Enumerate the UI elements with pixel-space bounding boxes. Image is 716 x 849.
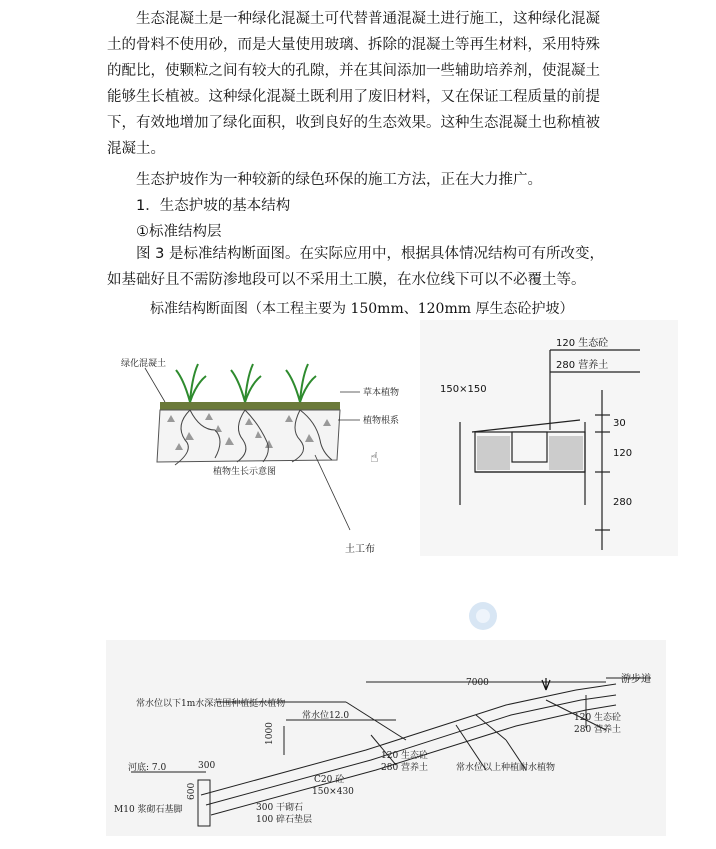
footing-label: M10 浆砌石基脚 xyxy=(114,805,183,815)
nutrient-soil-label: 280 营养土 xyxy=(556,360,609,371)
promotion-sentence: 生态护坡作为一种较新的绿色环保的施工方法，正在大力推广。 xyxy=(136,172,542,188)
eco-concrete-label: 120 生态砼 xyxy=(556,338,609,349)
geotextile-label: 土工布 xyxy=(345,544,375,555)
c20-label: C20 砼 xyxy=(314,775,345,785)
figure-caption: 标准结构断面图（本工程主要为 150mm、120mm 厚生态砼护坡） xyxy=(150,301,574,317)
dry-stone-label: 300 干砌石 xyxy=(256,803,304,813)
nutrient-soil-label: 280 营养土 xyxy=(381,763,429,773)
eco-concrete-label: 120 生态砼 xyxy=(381,751,429,761)
plant-growth-diagram xyxy=(105,350,415,560)
above-water-plants-label: 常水位以上种植耐水植物 xyxy=(456,763,556,773)
nutrient-soil-label-right: 280 营养土 xyxy=(574,725,622,735)
concrete-surface xyxy=(160,402,340,410)
block-size-label: 150×150 xyxy=(440,384,487,395)
dim-280: 280 xyxy=(613,497,633,508)
figure-description: 图 3 是标准结构断面图。在实际应用中，根据具体情况结构可有所改变，如基础好且不需防渗地段可以不采用土工膜，在水位线下可以不必覆土等。 xyxy=(107,246,604,288)
below-water-plants-label: 常水位以下1m水深范围种植挺水植物 xyxy=(136,699,286,709)
slope-section-diagram xyxy=(106,640,666,836)
c20-size: 150×430 xyxy=(312,787,354,797)
height-1000: 1000 xyxy=(265,722,275,745)
dim-30: 30 xyxy=(613,418,626,429)
grass-label: 草本植物 xyxy=(363,388,400,398)
base-height: 600 xyxy=(187,782,197,800)
hand-cursor-icon: ☝ xyxy=(370,450,379,466)
gravel-label: 100 碎石垫层 xyxy=(256,815,313,825)
intro-paragraph: 生态混凝土是一种绿化混凝土可代替普通混凝土进行施工，这种绿化混凝土的骨料不使用砂，而是大量使用玻璃、拆除的混凝土等再生材料，采用特殊的配比，使颗粒之间有较大的孔隙，并在其间添加一些辅助培养剂，使混凝土能够生长植被。这种绿化混凝土既利用了废旧材料，又在保证工程质量的前提下，有效地增加了绿化面积，收到良好的生态效果。这种生态混凝土也称植被混凝土。 xyxy=(107,11,600,157)
eco-concrete-label-right: 120 生态砼 xyxy=(574,713,622,723)
normal-water-level: 常水位12.0 xyxy=(302,711,350,721)
subsection-heading: ①标准结构层 xyxy=(136,224,222,240)
growth-caption: 植物生长示意图 xyxy=(213,467,277,477)
green-concrete-label: 绿化混凝土 xyxy=(121,359,167,369)
walkway-label: 游步道 xyxy=(621,674,651,685)
section-heading: 1．生态护坡的基本结构 xyxy=(136,198,291,214)
width-7000: 7000 xyxy=(466,678,489,688)
riverbed-label: 河底: 7.0 xyxy=(128,763,167,773)
base-width: 300 xyxy=(198,761,216,771)
grass-plants xyxy=(176,364,316,402)
dim-120: 120 xyxy=(613,448,633,459)
watermark-logo xyxy=(458,596,508,636)
section-detail-diagram xyxy=(420,320,678,556)
roots-label: 植物根系 xyxy=(363,416,400,426)
